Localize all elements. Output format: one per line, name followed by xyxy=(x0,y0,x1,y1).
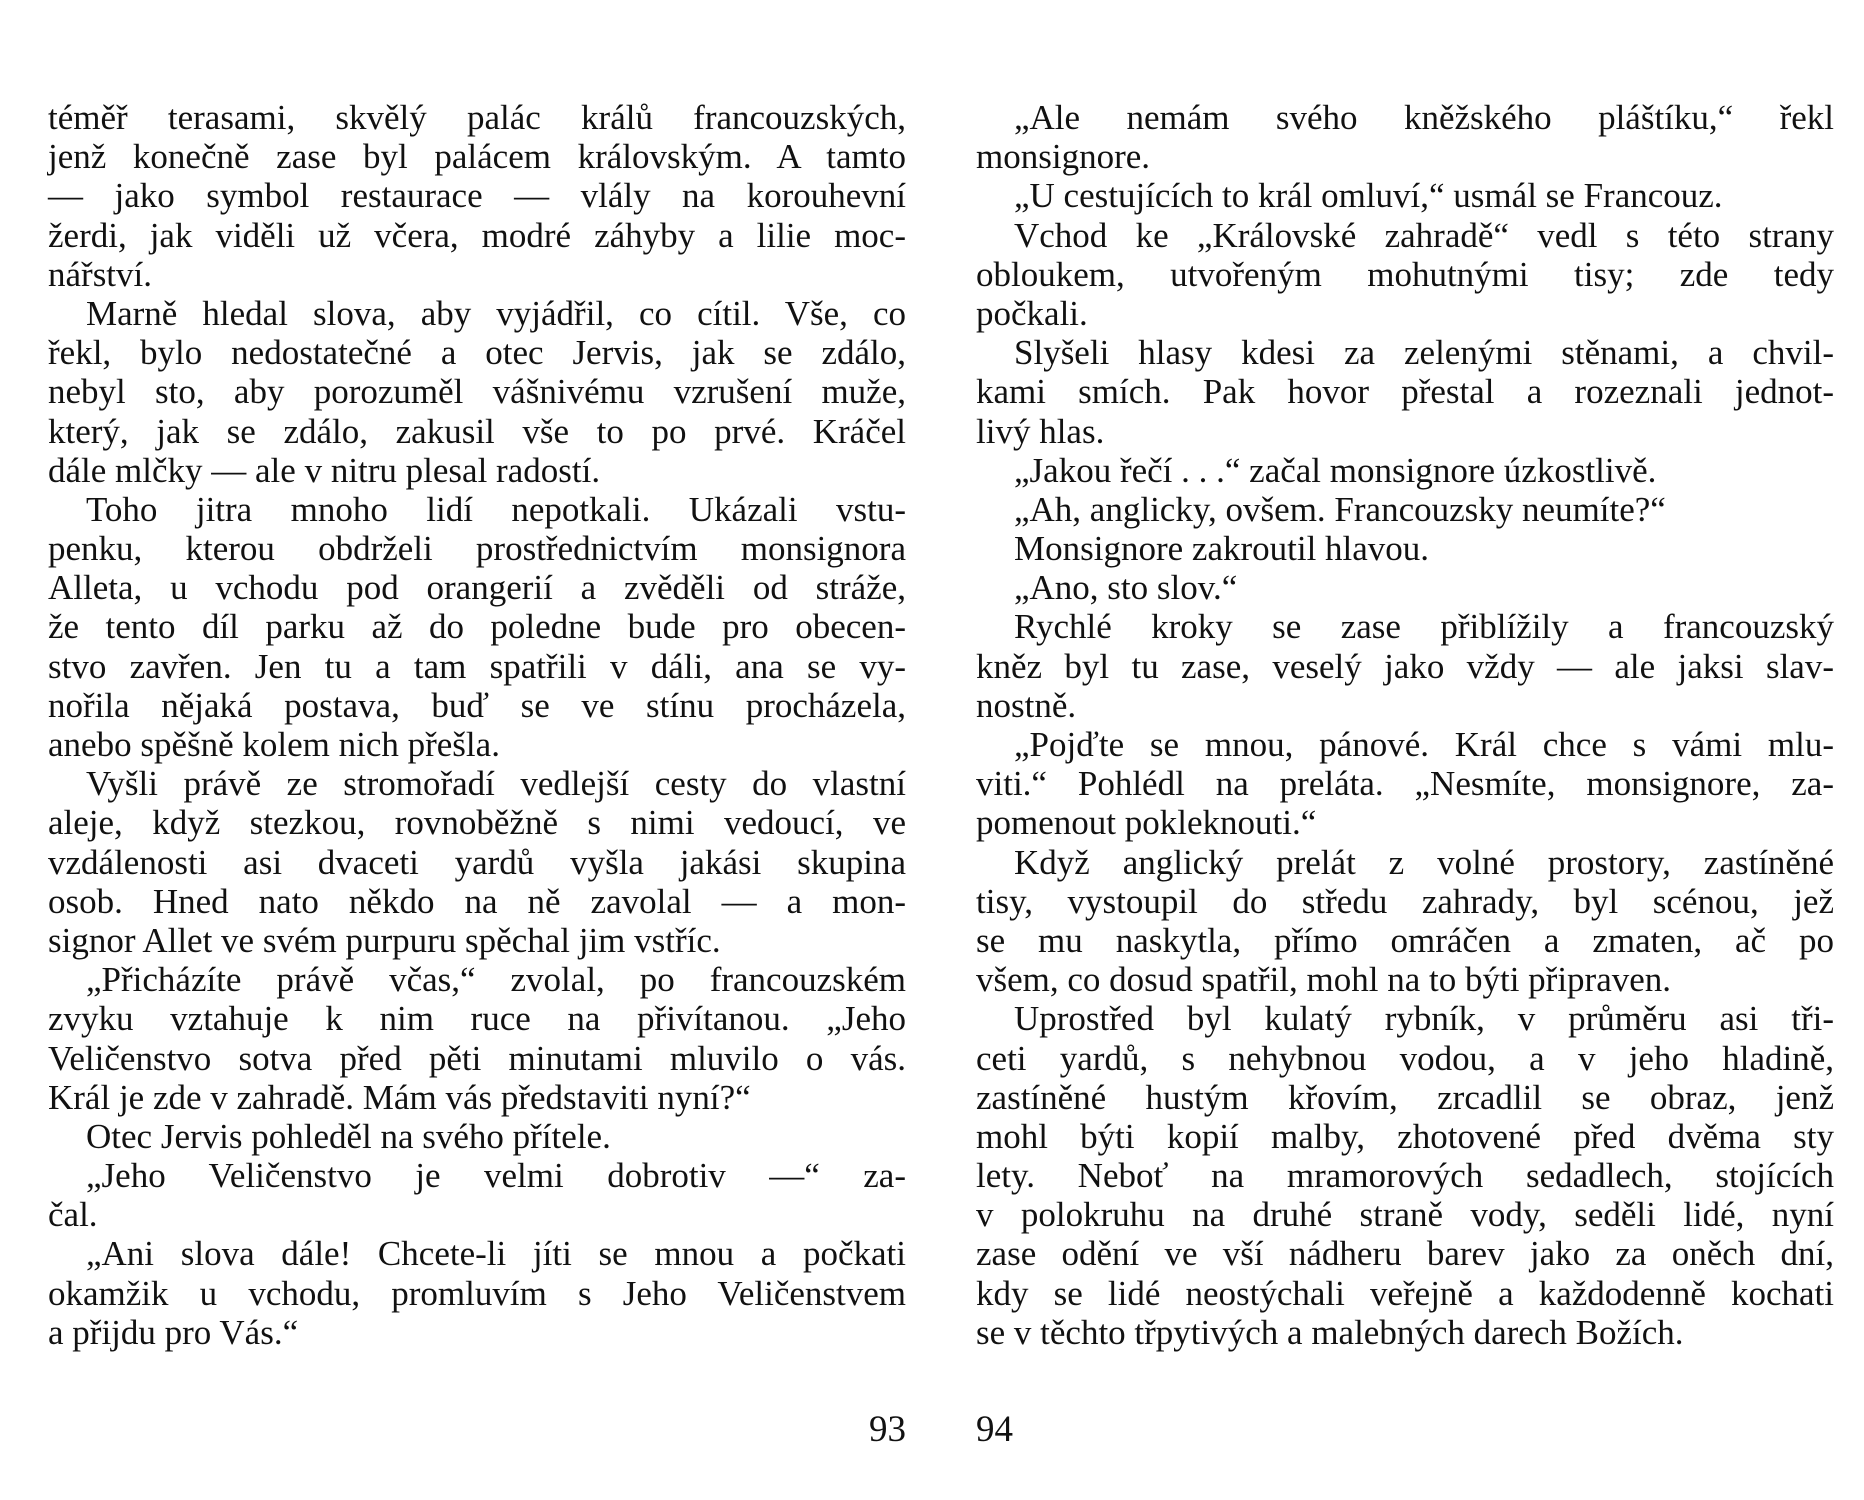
text-line: „U cestujících to král omluví,“ usmál se Francouz. xyxy=(1014,176,1723,216)
text-line: livý hlas. xyxy=(976,411,1105,451)
text-line: osob. Hned nato někdo na ně zavolal — a mon- xyxy=(48,881,906,921)
text-line: „Ah, anglicky, ovšem. Francouzsky neumíte?“ xyxy=(1014,489,1666,529)
text-line: Monsignore zakroutil hlavou. xyxy=(1014,529,1430,569)
text-line: že tento díl parku až do poledne bude pro obecen- xyxy=(48,607,906,647)
text-line: stvo zavřen. Jen tu a tam spatřili v dáli, ana se vy- xyxy=(48,646,906,686)
text-line: Toho jitra mnoho lidí nepotkali. Ukázali vstu- xyxy=(86,489,906,529)
text-line: ceti yardů, s nehybnou vodou, a v jeho hladině, xyxy=(976,1038,1834,1078)
text-line: „Přicházíte právě včas,“ zvolal, po francouzském xyxy=(86,960,906,1000)
text-line: řekl, bylo nedostatečné a otec Jervis, jak se zdálo, xyxy=(48,333,906,373)
text-line: — jako symbol restaurace — vlály na korouhevní xyxy=(48,176,906,216)
text-line: se v těchto třpytivých a malebných darech Božích. xyxy=(976,1312,1684,1352)
text-line: zase odění ve vší nádheru barev jako za oněch dní, xyxy=(976,1234,1834,1274)
text-line: „Jakou řečí . . .“ začal monsignore úzkostlivě. xyxy=(1014,450,1657,490)
text-line: „Ano, sto slov.“ xyxy=(1014,568,1238,608)
right-page xyxy=(976,98,1834,1450)
page-number-left: 93 xyxy=(869,1409,906,1450)
text-line: nářství. xyxy=(48,254,153,294)
text-line: téměř terasami, skvělý palác králů francouzských, xyxy=(48,98,906,137)
left-page-text xyxy=(48,98,906,1352)
text-line: tisy, vystoupil do středu zahrady, byl scénou, jež xyxy=(976,881,1834,921)
text-line: aleje, když stezkou, rovnoběžně s nimi vedoucí, ve xyxy=(48,803,906,843)
text-line: Slyšeli hlasy kdesi za zelenými stěnami, a chvil- xyxy=(1014,333,1834,373)
text-line: „Ale nemám svého kněžského pláštíku,“ řekl xyxy=(1014,98,1834,137)
text-line: „Jeho Veličenstvo je velmi dobrotiv —“ za- xyxy=(86,1156,906,1196)
text-line: počkali. xyxy=(976,293,1088,333)
text-line: v polokruhu na druhé straně vody, seděli lidé, nyní xyxy=(976,1195,1834,1235)
text-line: jenž konečně zase byl palácem královským. A tamto xyxy=(48,137,906,177)
text-line: se mu naskytla, přímo omráčen a zmaten, ač po xyxy=(976,920,1834,960)
text-line: nostně. xyxy=(976,685,1077,725)
text-line: Vyšli právě ze stromořadí vedlejší cesty do vlastní xyxy=(86,764,906,804)
text-line: nořila nějaká postava, buď se ve stínu procházela, xyxy=(48,685,906,725)
text-line: dále mlčky — ale v nitru plesal radostí. xyxy=(48,450,601,490)
text-line: okamžik u vchodu, promluvím s Jeho Veličenstvem xyxy=(48,1273,906,1313)
text-line: obloukem, utvořeným mohutnými tisy; zde tedy xyxy=(976,254,1834,294)
text-line: všem, co dosud spatřil, mohl na to býti připraven. xyxy=(976,960,1672,1000)
text-line: Když anglický prelát z volné prostory, zastíněné xyxy=(1014,842,1834,882)
page-number-right: 94 xyxy=(976,1409,1013,1450)
text-line: nebyl sto, aby porozuměl vášnivému vzrušení muže, xyxy=(48,372,906,412)
text-line: vzdálenosti asi dvaceti yardů vyšla jakási skupina xyxy=(48,842,906,882)
text-line: Rychlé kroky se zase přiblížily a francouzský xyxy=(1014,607,1834,647)
text-line: kami smích. Pak hovor přestal a rozeznali jednot- xyxy=(976,372,1834,412)
text-line: kněz byl tu zase, veselý jako vždy — ale jaksi slav- xyxy=(976,646,1834,686)
text-line: pomenout pokleknouti.“ xyxy=(976,803,1317,843)
text-line: Veličenstvo sotva před pěti minutami mluvilo o vás. xyxy=(48,1038,906,1078)
text-line: Vchod ke „Královské zahradě“ vedl s této strany xyxy=(1014,215,1834,255)
text-line: monsignore. xyxy=(976,137,1151,177)
text-line: Otec Jervis pohleděl na svého přítele. xyxy=(86,1116,611,1156)
text-line: anebo spěšně kolem nich přešla. xyxy=(48,725,500,764)
text-line: Král je zde v zahradě. Mám vás představiti nyní?“ xyxy=(48,1077,751,1117)
text-line: lety. Neboť na mramorových sedadlech, stojících xyxy=(976,1156,1834,1196)
text-line: Alleta, u vchodu pod orangerií a zvěděli od stráže, xyxy=(48,568,906,608)
text-line: penku, kterou obdrželi prostřednictvím monsignora xyxy=(48,529,906,569)
text-line: který, jak se zdálo, zakusil vše to po prvé. Kráčel xyxy=(48,411,906,451)
text-line: zastíněné hustým křovím, zrcadlil se obraz, jenž xyxy=(976,1077,1834,1117)
text-line: „Ani slova dále! Chcete-li jíti se mnou a počkati xyxy=(86,1234,906,1274)
text-line: viti.“ Pohlédl na preláta. „Nesmíte, monsignore, za- xyxy=(976,764,1834,804)
text-line: signor Allet ve svém purpuru spěchal jim vstříc. xyxy=(48,920,721,960)
left-page xyxy=(48,98,906,1450)
text-line: mohl býti kopií malby, zhotovené před dvěma sty xyxy=(976,1116,1834,1156)
right-page-text xyxy=(976,98,1834,1352)
text-line: a přijdu pro Vás.“ xyxy=(48,1312,299,1352)
text-line: čal. xyxy=(48,1195,98,1235)
text-line: Uprostřed byl kulatý rybník, v průměru asi tři- xyxy=(1014,999,1834,1039)
text-line: Marně hledal slova, aby vyjádřil, co cítil. Vše, co xyxy=(86,293,906,333)
text-line: žerdi, jak viděli už včera, modré záhyby a lilie moc- xyxy=(48,215,906,255)
text-line: kdy se lidé neostýchali veřejně a každodenně kochati xyxy=(976,1273,1834,1313)
text-line: „Pojďte se mnou, pánové. Král chce s vámi mlu- xyxy=(1014,725,1834,764)
text-line: zvyku vztahuje k nim ruce na přivítanou. „Jeho xyxy=(48,999,906,1039)
